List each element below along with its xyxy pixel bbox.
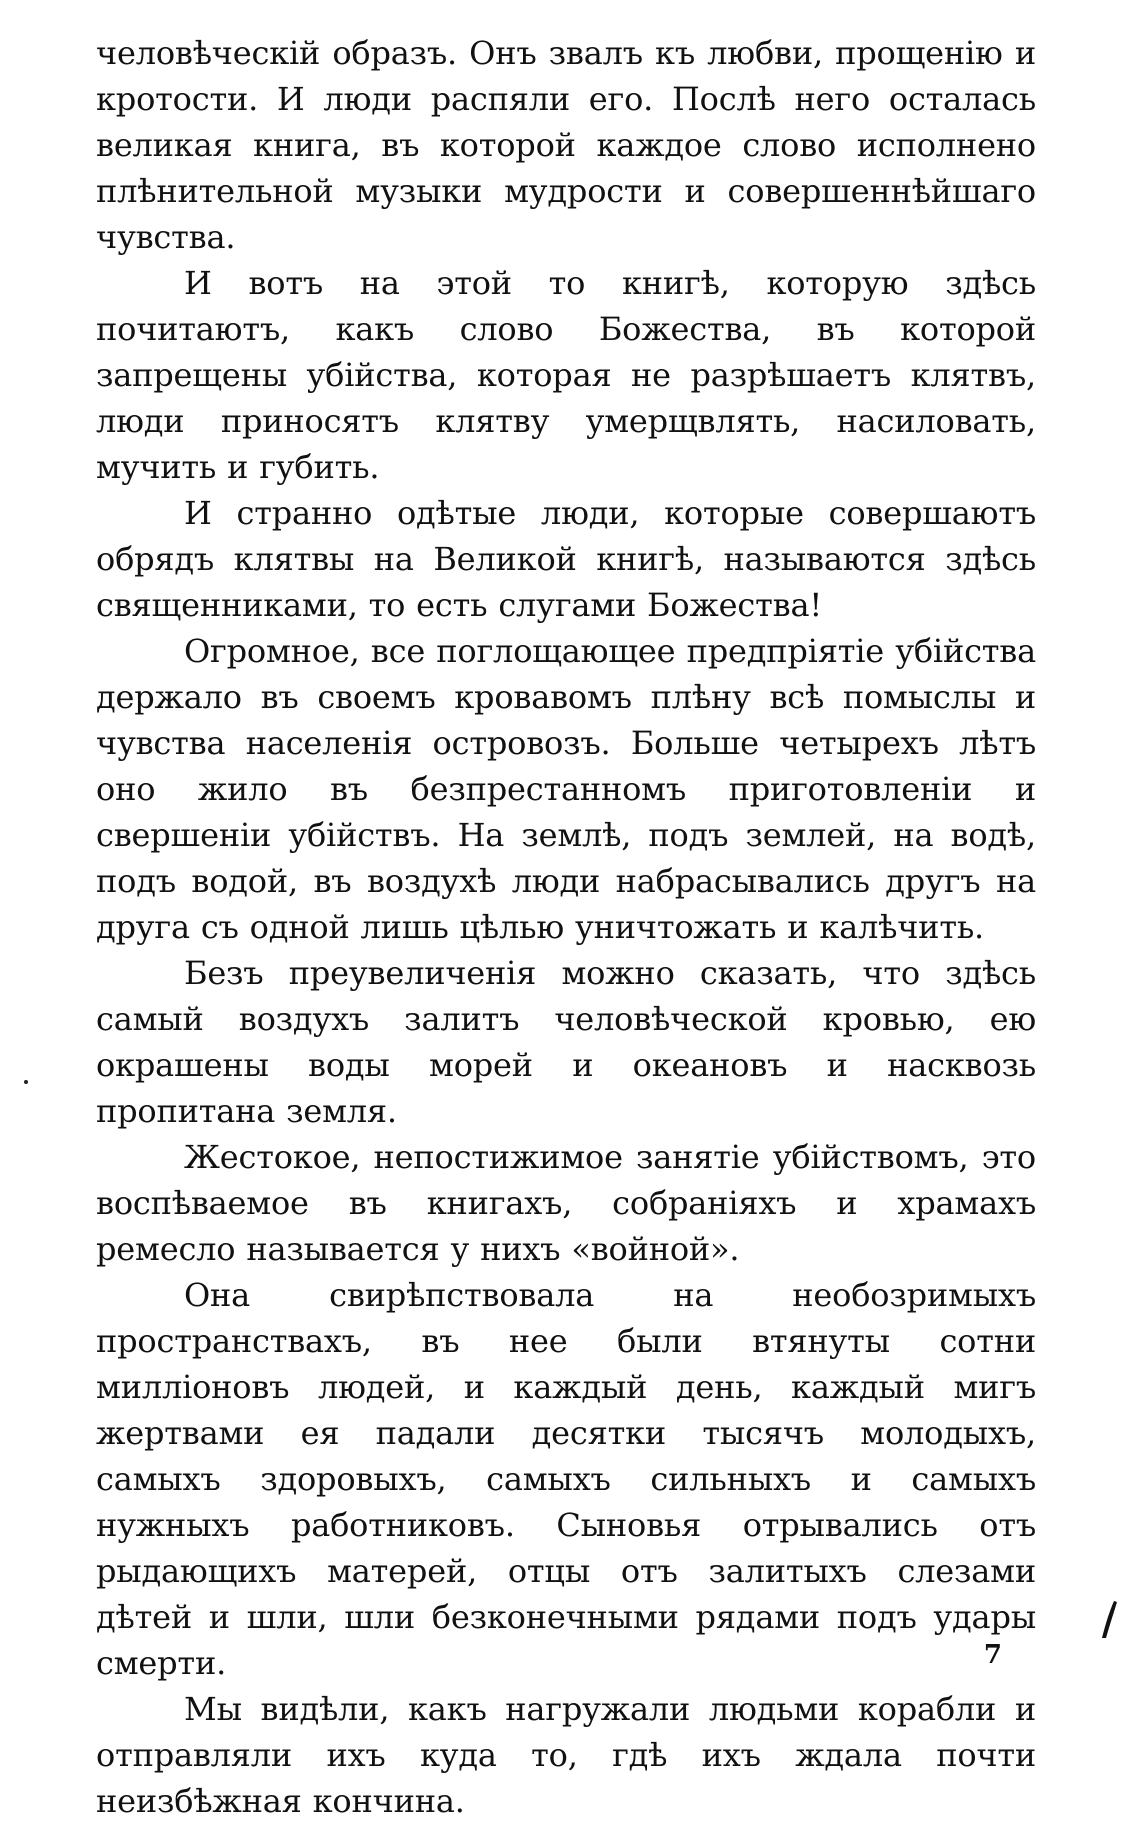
- ink-mark-icon: [1100, 1600, 1118, 1640]
- ink-speck: [24, 1080, 28, 1084]
- paragraph-8: Мы видѣли, какъ нагружали людьми корабли и отправляли ихъ куда то, гдѣ ихъ ждала почти неизбѣжная кончина.: [96, 1690, 1036, 1820]
- paragraph-7: Она свирѣпствовала на необозримыхъ пространствахъ, въ нее были втянуты сотни милліоновъ людей, и каждый день, каждый мигъ жертвами ея падали десятки тысячъ молодыхъ, самыхъ здоровыхъ, самыхъ сильныхъ и самыхъ нужныхъ работниковъ. Сыновья отрывались отъ рыдающихъ матерей, отцы отъ залитыхъ слезами дѣтей и шли, шли безконечными рядами подъ удары смерти.: [96, 1276, 1036, 1682]
- paragraph-3: И странно одѣтые люди, которые совершаютъ обрядъ клятвы на Великой книгѣ, называются здѣсь священниками, то есть слугами Божества!: [96, 494, 1036, 624]
- paragraph-1: человѣческій образъ. Онъ звалъ къ любви, прощенію и кротости. И люди распяли его. Послѣ него осталась великая книга, въ которой каждое слово исполнено плѣнительной музыки мудрости и совершеннѣйшаго чувства.: [96, 34, 1036, 256]
- page-number: 7: [983, 1640, 1002, 1670]
- paragraph-5: Безъ преувеличенія можно сказать, что здѣсь самый воздухъ залитъ человѣческой кровью, ею окрашены воды морей и океановъ и насквозь пропитана земля.: [96, 954, 1036, 1130]
- paragraph-6: Жестокое, непостижимое занятіе убійствомъ, это воспѣваемое въ книгахъ, собраніяхъ и храмахъ ремесло называется у нихъ «войной».: [96, 1138, 1036, 1268]
- book-page: [96, 30, 1036, 1820]
- paragraph-2: И вотъ на этой то книгѣ, которую здѣсь почитаютъ, какъ слово Божества, въ которой запрещены убійства, которая не разрѣшаетъ клятвъ, люди приносятъ клятву умерщвлять, насиловать, мучить и губить.: [96, 264, 1036, 486]
- paragraph-4: Огромное, все поглощающее предпріятіе убійства держало въ своемъ кровавомъ плѣну всѣ помыслы и чувства населенія островозъ. Больше четырехъ лѣтъ оно жило въ безпрестанномъ приготовленіи и свершеніи убійствъ. На землѣ, подъ землей, на водѣ, подъ водой, въ воздухѣ люди набрасывались другъ на друга съ одной лишь цѣлью уничтожать и калѣчить.: [96, 632, 1036, 946]
